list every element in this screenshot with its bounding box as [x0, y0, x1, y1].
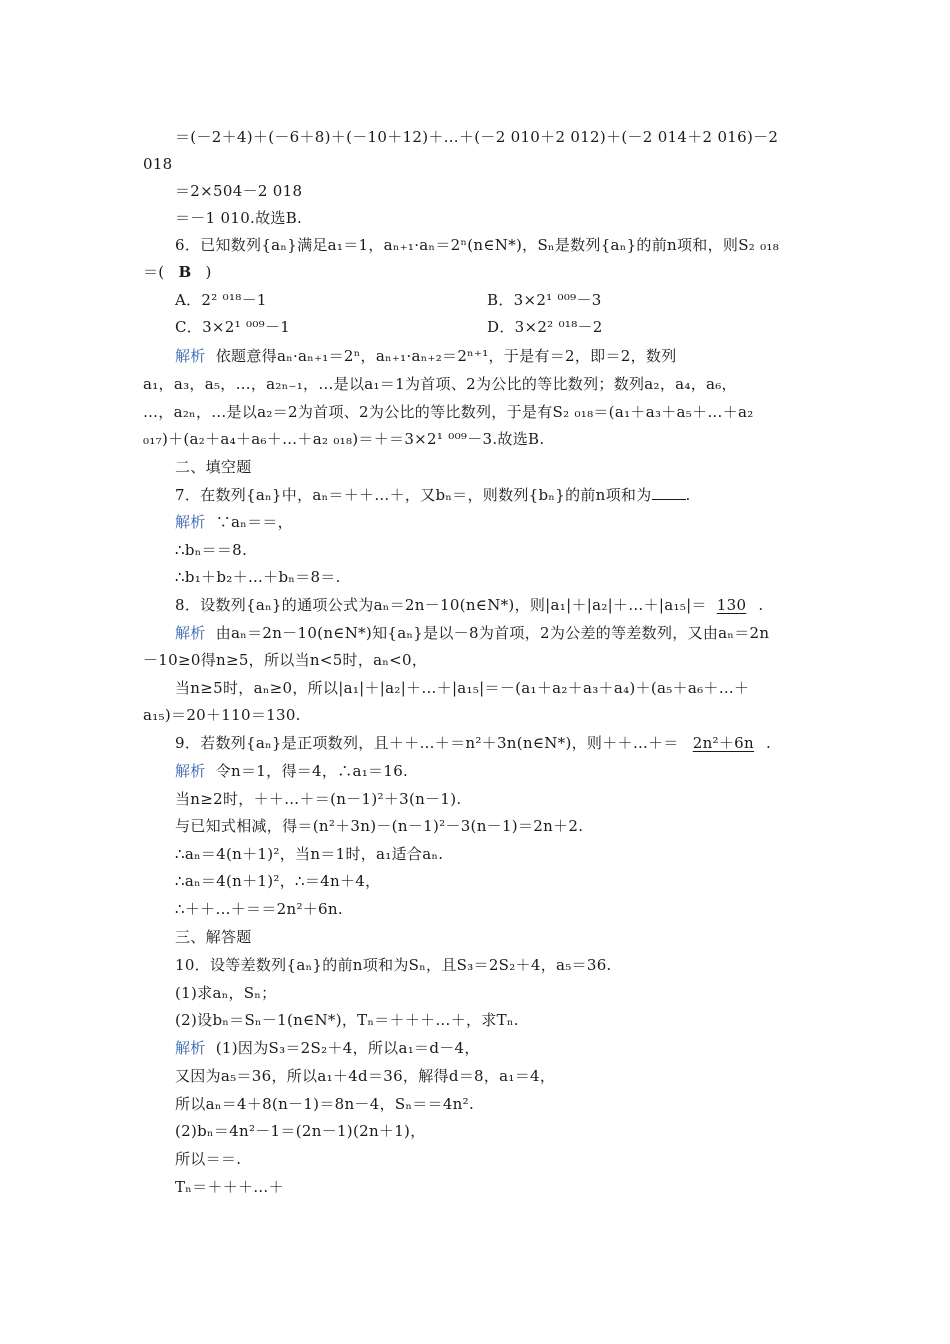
answer-bracket: ＝( B ): [143, 263, 212, 281]
text-line: ₀₁₇)＋(a₂＋a₄＋a₆＋…＋a₂ ₀₁₈)＝＋＝3×2¹ ⁰⁰⁹－3.故选B.: [143, 430, 545, 448]
option-a: A．2² ⁰¹⁸－1: [175, 291, 267, 309]
text-line: ∴aₙ＝4(n＋1)²，∴＝4n＋4，: [175, 872, 381, 890]
text-line: 018: [143, 155, 173, 173]
text-line: ∴bₙ＝＝8.: [175, 541, 248, 559]
text-line: (2)bₙ＝4n²－1＝(2n－1)(2n＋1)，: [175, 1122, 426, 1140]
answer-value: 2n²＋6n: [692, 734, 754, 752]
text-line: 所以aₙ＝4＋8(n－1)＝8n－4，Sₙ＝＝4n².: [175, 1095, 475, 1113]
solution-8: 解析 由aₙ＝2n－10(n∈N*)知{aₙ}是以－8为首项，2为公差的等差数列，又由aₙ＝2n: [175, 624, 770, 642]
text-line: 与已知式相减，得＝(n²＋3n)－(n－1)²－3(n－1)＝2n＋2.: [175, 817, 584, 835]
text-line: 又因为a₅＝36，所以a₁＋4d＝36，解得d＝8，a₁＝4，: [175, 1067, 556, 1085]
text-line: …，a₂ₙ，…是以a₂＝2为首项、2为公比的等比数列，于是有S₂ ₀₁₈＝(a₁＋a₃＋a₅＋…＋a₂: [143, 403, 754, 421]
text-line: ＝2×504－2 018: [175, 182, 303, 200]
answer-choice: B: [178, 263, 192, 281]
text-line: ∴＋＋…＋＝＝2n²＋6n.: [175, 900, 343, 918]
text-line: 所以＝＝.: [175, 1150, 242, 1168]
text-line: 当n≥2时，＋＋…＋＝(n－1)²＋3(n－1).: [175, 790, 462, 808]
question-7: 7．在数列{aₙ}中，aₙ＝＋＋…＋，又bₙ＝，则数列{bₙ}的前n项和为 .: [175, 486, 691, 504]
question-9: 9．若数列{aₙ}是正项数列，且＋＋…＋＝n²＋3n(n∈N*)，则＋＋…＋＝ 2n²＋6n .: [175, 734, 772, 752]
text-line: －10≥0得n≥5，所以当n<5时，aₙ<0，: [143, 651, 428, 669]
solution-10: 解析 (1)因为S₃＝2S₂＋4，所以a₁＝d－4，: [175, 1039, 480, 1057]
solution-label: 解析: [175, 1039, 206, 1057]
text-line: 当n≥5时，aₙ≥0，所以|a₁|＋|a₂|＋…＋|a₁₅|＝－(a₁＋a₂＋a₃＋a₄)＋(a₅＋a₆＋…＋: [175, 679, 750, 697]
solution-label: 解析: [175, 624, 206, 642]
solution-label: 解析: [175, 513, 206, 531]
section-heading-fill: 二、填空题: [175, 458, 252, 476]
text-line: a₁，a₃，a₅，…，a₂ₙ₋₁，…是以a₁＝1为首项、2为公比的等比数列；数列a₂，a₄，a₆，: [143, 375, 737, 393]
text-line: ＝(－2＋4)＋(－6＋8)＋(－10＋12)＋…＋(－2 010＋2 012)＋(－2 014＋2 016)－2: [175, 128, 779, 146]
option-c: C．3×2¹ ⁰⁰⁹－1: [175, 318, 291, 336]
solution-9: 解析 令n＝1，得＝4，∴a₁＝16.: [175, 762, 409, 780]
solution-label: 解析: [175, 762, 206, 780]
option-d: D．3×2² ⁰¹⁸－2: [487, 318, 603, 336]
solution-label: 解析: [175, 347, 206, 365]
solution-6: 解析 依题意得aₙ·aₙ₊₁＝2ⁿ，aₙ₊₁·aₙ₊₂＝2ⁿ⁺¹，于是有＝2，即＝2，数列: [175, 347, 677, 365]
question-10: 10．设等差数列{aₙ}的前n项和为Sₙ，且S₃＝2S₂＋4，a₅＝36.: [175, 956, 612, 974]
question-6: 6．已知数列{aₙ}满足a₁＝1，aₙ₊₁·aₙ＝2ⁿ(n∈N*)，Sₙ是数列{aₙ}的前n项和，则S₂ ₀₁₈: [175, 236, 780, 254]
text-line: (2)设bₙ＝Sₙ－1(n∈N*)，Tₙ＝＋＋＋…＋，求Tₙ.: [175, 1011, 519, 1029]
option-b: B．3×2¹ ⁰⁰⁹－3: [487, 291, 602, 309]
answer-value: 130: [716, 596, 747, 614]
section-heading-solve: 三、解答题: [175, 928, 252, 946]
text-line: ＝－1 010.故选B.: [175, 209, 303, 227]
text-line: ∴aₙ＝4(n＋1)²，当n＝1时，a₁适合aₙ.: [175, 845, 444, 863]
answer-blank: [652, 485, 686, 500]
text-line: Tₙ＝＋＋＋…＋: [175, 1178, 284, 1196]
solution-7: 解析 ∵aₙ＝＝，: [175, 513, 293, 531]
text-line: a₁₅)＝20＋110＝130.: [143, 706, 301, 724]
text-line: ∴b₁＋b₂＋…＋bₙ＝8＝.: [175, 568, 341, 586]
question-8: 8．设数列{aₙ}的通项公式为aₙ＝2n－10(n∈N*)，则|a₁|＋|a₂|＋…＋|a₁₅|＝ 130 .: [175, 596, 764, 614]
text-line: (1)求aₙ，Sₙ；: [175, 984, 277, 1002]
